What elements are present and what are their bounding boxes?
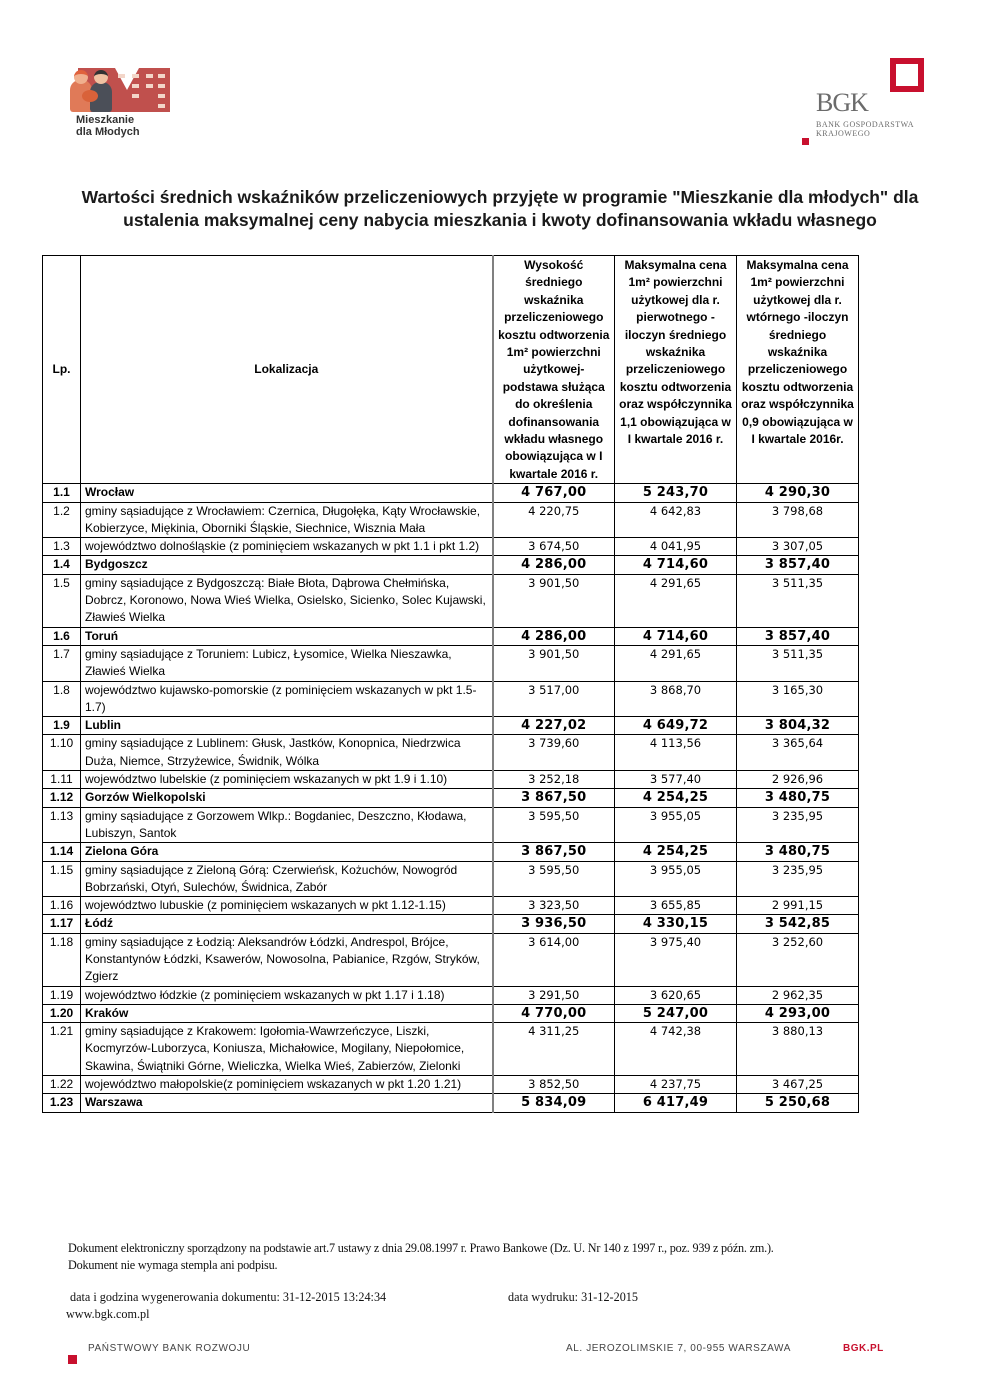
header-avg-index: Wysokość średniego wskaźnika przeliczeniowego kosztu odtworzenia 1m² powierzchni użytkowej- podstawa służąca do określenia dofinansowania wkładu własnego obowiązująca w I kwartale 2016 r. <box>493 256 615 484</box>
row-max-price-primary: 4 041,95 <box>615 538 737 556</box>
bank-tagline: PAŃSTWOWY BANK ROZWOJU <box>88 1343 251 1354</box>
logo-line-2: dla Młodych <box>76 126 140 138</box>
row-max-price-primary: 4 714,60 <box>615 627 737 645</box>
row-max-price-primary: 3 955,05 <box>615 861 737 897</box>
row-avg-index: 5 834,09 <box>493 1094 615 1112</box>
row-max-price-primary: 3 975,40 <box>615 933 737 986</box>
row-avg-index: 3 595,50 <box>493 807 615 843</box>
bgk-square-icon <box>890 58 924 92</box>
row-number: 1.3 <box>43 538 81 556</box>
row-max-price-secondary: 3 165,30 <box>737 681 859 717</box>
table-row <box>43 556 859 574</box>
row-location: Kraków <box>81 1004 493 1022</box>
row-location: województwo małopolskie(z pominięciem wskazanych w pkt 1.20 1.21) <box>81 1076 493 1094</box>
row-location: gminy sąsiadujące z Krakowem: Igołomia-Wawrzeńczyce, Liszki, Kocmyrzów-Luborzyca, Koniusza, Michałowice, Mogilany, Niepołomice, Skawina, Świątniki Górne, Wieliczka, Wielka Wieś, Zabierzów, Zielonki <box>81 1023 493 1076</box>
row-max-price-primary: 4 742,38 <box>615 1023 737 1076</box>
row-avg-index: 4 770,00 <box>493 1004 615 1022</box>
row-avg-index: 4 220,75 <box>493 502 615 538</box>
row-avg-index: 3 901,50 <box>493 645 615 681</box>
row-location: Bydgoszcz <box>81 556 493 574</box>
rates-table <box>42 255 859 1113</box>
table-row <box>43 735 859 771</box>
bgk-subtitle-line-2: KRAJOWEGO <box>816 129 871 138</box>
row-location: Wrocław <box>81 484 493 502</box>
row-max-price-secondary: 5 250,68 <box>737 1094 859 1112</box>
table-row <box>43 915 859 933</box>
table-row <box>43 538 859 556</box>
page-title <box>40 186 960 232</box>
row-number: 1.21 <box>43 1023 81 1076</box>
row-location: Gorzów Wielkopolski <box>81 789 493 807</box>
row-number: 1.2 <box>43 502 81 538</box>
row-max-price-secondary: 3 480,75 <box>737 789 859 807</box>
bank-address: AL. JEROZOLIMSKIE 7, 00-955 WARSZAWA <box>566 1343 791 1354</box>
row-location: województwo kujawsko-pomorskie (z pominięciem wskazanych w pkt 1.5-1.7) <box>81 681 493 717</box>
row-number: 1.6 <box>43 627 81 645</box>
row-avg-index: 3 867,50 <box>493 843 615 861</box>
row-max-price-secondary: 3 857,40 <box>737 627 859 645</box>
row-avg-index: 3 739,60 <box>493 735 615 771</box>
row-location: gminy sąsiadujące z Łodzią: Aleksandrów Łódzki, Andrespol, Brójce, Konstantynów Łódzki, Ksawerów, Nowosolna, Pabianice, Rzgów, Stryków, Zgierz <box>81 933 493 986</box>
row-max-price-secondary: 3 480,75 <box>737 843 859 861</box>
table-row <box>43 1076 859 1094</box>
row-max-price-secondary: 3 511,35 <box>737 574 859 627</box>
row-max-price-secondary: 3 880,13 <box>737 1023 859 1076</box>
row-number: 1.15 <box>43 861 81 897</box>
bgk-dot-icon <box>802 138 809 145</box>
table-row <box>43 771 859 789</box>
table-row <box>43 484 859 502</box>
row-number: 1.4 <box>43 556 81 574</box>
row-max-price-primary: 4 649,72 <box>615 717 737 735</box>
row-max-price-secondary: 3 804,32 <box>737 717 859 735</box>
row-avg-index: 3 901,50 <box>493 574 615 627</box>
window-icon <box>146 84 153 88</box>
row-number: 1.17 <box>43 915 81 933</box>
row-number: 1.8 <box>43 681 81 717</box>
row-max-price-primary: 4 291,65 <box>615 574 737 627</box>
row-location: gminy sąsiadujące z Wrocławiem: Czernica, Długołęka, Kąty Wrocławskie, Kobierzyce, Miękinia, Oborniki Śląskie, Siechnice, Wisznia Mała <box>81 502 493 538</box>
row-number: 1.20 <box>43 1004 81 1022</box>
window-icon <box>158 84 165 88</box>
row-max-price-primary: 4 254,25 <box>615 789 737 807</box>
bottom-bar <box>0 1343 1000 1373</box>
bgk-subtitle-line-1: BANK GOSPODARSTWA <box>816 120 915 129</box>
row-number: 1.12 <box>43 789 81 807</box>
mieszkanie-dla-mlodych-logo <box>60 62 180 142</box>
row-location: Warszawa <box>81 1094 493 1112</box>
row-avg-index: 4 767,00 <box>493 484 615 502</box>
window-icon <box>158 104 165 108</box>
row-number: 1.10 <box>43 735 81 771</box>
row-location: gminy sąsiadujące z Toruniem: Lubicz, Łysomice, Wielka Nieszawka, Zławieś Wielka <box>81 645 493 681</box>
row-avg-index: 4 227,02 <box>493 717 615 735</box>
row-max-price-secondary: 4 293,00 <box>737 1004 859 1022</box>
row-location: gminy sąsiadujące z Gorzowem Wlkp.: Bogdaniec, Deszczno, Kłodawa, Lubiszyn, Santok <box>81 807 493 843</box>
row-avg-index: 3 291,50 <box>493 986 615 1004</box>
row-max-price-primary: 4 237,75 <box>615 1076 737 1094</box>
header-max-price-primary: Maksymalna cena 1m² powierzchni użytkowej dla r. pierwotnego - iloczyn średniego wskaźnika przeliczeniowego kosztu odtworzenia oraz współczynnika 1,1 obowiązująca w I kwartale 2016 r. <box>615 256 737 484</box>
title-line-2: ustalenia maksymalnej ceny nabycia mieszkania i kwoty dofinansowania wkładu własnego <box>123 210 877 230</box>
row-location: województwo łódzkie (z pominięciem wskazanych w pkt 1.17 i 1.18) <box>81 986 493 1004</box>
row-avg-index: 4 311,25 <box>493 1023 615 1076</box>
window-icon <box>118 74 125 78</box>
row-location: województwo dolnośląskie (z pominięciem wskazanych w pkt 1.1 i pkt 1.2) <box>81 538 493 556</box>
row-max-price-primary: 4 254,25 <box>615 843 737 861</box>
row-avg-index: 4 286,00 <box>493 627 615 645</box>
row-max-price-secondary: 3 252,60 <box>737 933 859 986</box>
row-max-price-primary: 4 642,83 <box>615 502 737 538</box>
row-avg-index: 3 252,18 <box>493 771 615 789</box>
row-max-price-primary: 5 247,00 <box>615 1004 737 1022</box>
legal-notice <box>68 1240 988 1274</box>
window-icon <box>158 94 165 98</box>
bgk-subtitle <box>816 120 914 138</box>
row-number: 1.19 <box>43 986 81 1004</box>
row-max-price-primary: 6 417,49 <box>615 1094 737 1112</box>
row-max-price-secondary: 3 542,85 <box>737 915 859 933</box>
table-row <box>43 1094 859 1112</box>
row-number: 1.5 <box>43 574 81 627</box>
table-row <box>43 807 859 843</box>
table-row <box>43 933 859 986</box>
bgk-site-link[interactable]: BGK.PL <box>843 1343 884 1354</box>
baby-icon <box>82 90 98 102</box>
window-icon <box>146 74 153 78</box>
row-location: województwo lubelskie (z pominięciem wskazanych w pkt 1.9 i 1.10) <box>81 771 493 789</box>
window-icon <box>132 94 139 98</box>
row-max-price-primary: 5 243,70 <box>615 484 737 502</box>
row-max-price-primary: 3 955,05 <box>615 807 737 843</box>
row-max-price-secondary: 2 926,96 <box>737 771 859 789</box>
red-square-icon <box>68 1355 77 1364</box>
table-row <box>43 986 859 1004</box>
header-lp: Lp. <box>43 256 81 484</box>
row-location: Lublin <box>81 717 493 735</box>
row-max-price-secondary: 3 235,95 <box>737 807 859 843</box>
row-location: gminy sąsiadujące z Bydgoszczą: Białe Błota, Dąbrowa Chełmińska, Dobrcz, Koronowo, Nowa Wieś Wielka, Osielsko, Sicienko, Solec Kujawski, Zławieś Wielka <box>81 574 493 627</box>
header-max-price-secondary: Maksymalna cena 1m² powierzchni użytkowej dla r. wtórnego -iloczyn średniego wskaźnika przeliczeniowego kosztu odtworzenia oraz współczynnika 0,9 obowiązująca w I kwartale 2016r. <box>737 256 859 484</box>
table-row <box>43 574 859 627</box>
row-max-price-secondary: 3 235,95 <box>737 861 859 897</box>
row-max-price-primary: 4 113,56 <box>615 735 737 771</box>
table-row <box>43 717 859 735</box>
row-avg-index: 3 936,50 <box>493 915 615 933</box>
window-icon <box>158 74 165 78</box>
table-row <box>43 789 859 807</box>
row-max-price-primary: 4 330,15 <box>615 915 737 933</box>
table-row <box>43 627 859 645</box>
row-location: województwo lubuskie (z pominięciem wskazanych w pkt 1.12-1.15) <box>81 897 493 915</box>
legal-line-2: Dokument nie wymaga stempla ani podpisu. <box>68 1258 278 1272</box>
row-number: 1.14 <box>43 843 81 861</box>
row-max-price-secondary: 3 857,40 <box>737 556 859 574</box>
table-row <box>43 645 859 681</box>
row-max-price-primary: 3 577,40 <box>615 771 737 789</box>
generated-datetime: data i godzina wygenerowania dokumentu: 31-12-2015 13:24:34 <box>70 1290 387 1304</box>
window-icon <box>132 74 139 78</box>
row-location: Zielona Góra <box>81 843 493 861</box>
table-row <box>43 843 859 861</box>
row-avg-index: 3 674,50 <box>493 538 615 556</box>
bgk-logo <box>800 58 960 148</box>
row-avg-index: 3 852,50 <box>493 1076 615 1094</box>
row-location: gminy sąsiadujące z Zieloną Górą: Czerwieńsk, Kożuchów, Nowogród Bobrzański, Otyń, Sulechów, Świdnica, Zabór <box>81 861 493 897</box>
logo-line-1: Mieszkanie <box>76 114 135 126</box>
website-link[interactable]: www.bgk.com.pl <box>66 1307 150 1321</box>
table-row <box>43 897 859 915</box>
row-max-price-secondary: 2 962,35 <box>737 986 859 1004</box>
row-location: Toruń <box>81 627 493 645</box>
row-number: 1.1 <box>43 484 81 502</box>
row-avg-index: 3 595,50 <box>493 861 615 897</box>
row-number: 1.18 <box>43 933 81 986</box>
logo-text <box>76 114 140 138</box>
row-max-price-primary: 3 620,65 <box>615 986 737 1004</box>
table-header-row <box>43 256 859 484</box>
row-number: 1.16 <box>43 897 81 915</box>
row-max-price-primary: 3 655,85 <box>615 897 737 915</box>
row-number: 1.23 <box>43 1094 81 1112</box>
row-number: 1.11 <box>43 771 81 789</box>
row-location: Łódź <box>81 915 493 933</box>
title-line-1: Wartości średnich wskaźników przeliczeniowych przyjęte w programie "Mieszkanie dla młodych" dla <box>81 187 919 207</box>
row-max-price-secondary: 4 290,30 <box>737 484 859 502</box>
row-avg-index: 3 517,00 <box>493 681 615 717</box>
row-number: 1.7 <box>43 645 81 681</box>
table-row <box>43 502 859 538</box>
table-body <box>43 484 859 1112</box>
row-max-price-primary: 3 868,70 <box>615 681 737 717</box>
header-location: Lokalizacja <box>81 256 493 484</box>
row-max-price-secondary: 3 307,05 <box>737 538 859 556</box>
row-location: gminy sąsiadujące z Lublinem: Głusk, Jastków, Konopnica, Niedrzwica Duża, Niemce, Strzyżewice, Świdnik, Wólka <box>81 735 493 771</box>
row-max-price-secondary: 3 467,25 <box>737 1076 859 1094</box>
row-max-price-secondary: 3 365,64 <box>737 735 859 771</box>
row-avg-index: 3 614,00 <box>493 933 615 986</box>
print-date: data wydruku: 31-12-2015 <box>508 1290 638 1304</box>
row-number: 1.9 <box>43 717 81 735</box>
row-max-price-secondary: 3 511,35 <box>737 645 859 681</box>
table-row <box>43 681 859 717</box>
bgk-wordmark: BGK <box>816 88 868 117</box>
row-max-price-primary: 4 291,65 <box>615 645 737 681</box>
legal-line-1: Dokument elektroniczny sporządzony na podstawie art.7 ustawy z dnia 29.08.1997 r. Prawo Bankowe (Dz. U. Nr 140 z 1997 r., poz. 939 z późn. zm.). <box>68 1241 774 1255</box>
row-number: 1.13 <box>43 807 81 843</box>
row-number: 1.22 <box>43 1076 81 1094</box>
row-max-price-secondary: 2 991,15 <box>737 897 859 915</box>
table-row <box>43 861 859 897</box>
row-max-price-secondary: 3 798,68 <box>737 502 859 538</box>
table-row <box>43 1023 859 1076</box>
window-icon <box>132 84 139 88</box>
row-avg-index: 4 286,00 <box>493 556 615 574</box>
row-max-price-primary: 4 714,60 <box>615 556 737 574</box>
table-row <box>43 1004 859 1022</box>
row-avg-index: 3 323,50 <box>493 897 615 915</box>
row-avg-index: 3 867,50 <box>493 789 615 807</box>
